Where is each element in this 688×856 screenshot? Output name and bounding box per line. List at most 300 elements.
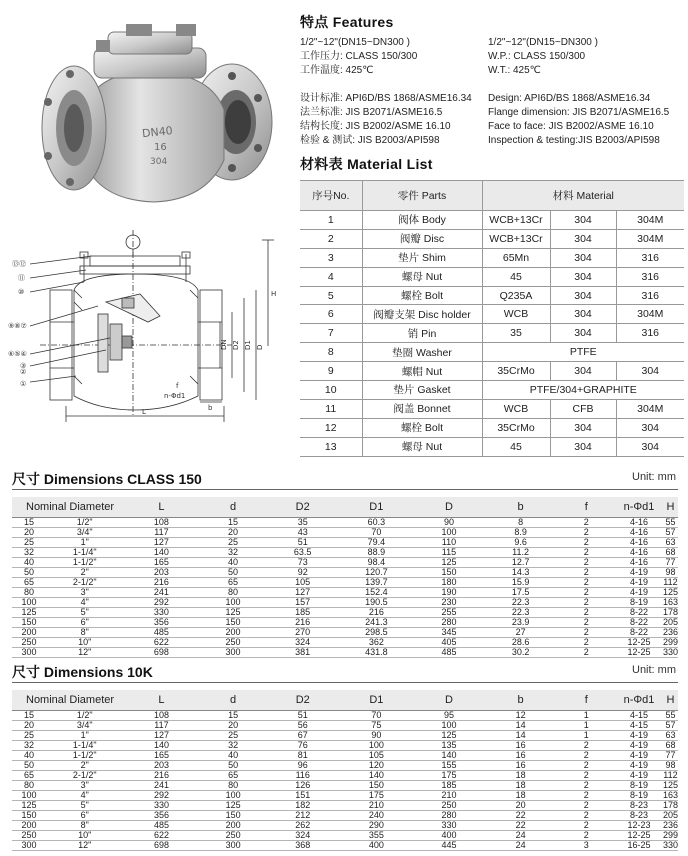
dims-10k-unit: Unit: mm xyxy=(632,664,676,676)
dims-cell: 30.2 xyxy=(484,647,558,657)
dims-cell: 163 xyxy=(662,789,678,800)
dims-cell: 5" xyxy=(46,607,124,617)
dims-column-header: D1 xyxy=(339,497,415,517)
dims-cell: 8" xyxy=(46,627,124,637)
dims-cell: 2 xyxy=(557,627,615,637)
dims-cell: 203 xyxy=(124,567,200,577)
material-value: 304 xyxy=(550,286,616,305)
dims-cell: 5" xyxy=(46,800,124,810)
dims-cell: 8 xyxy=(484,517,558,527)
dims-cell: 117 xyxy=(124,527,200,537)
dims-row xyxy=(12,547,678,557)
dims-row xyxy=(12,740,678,750)
dims-cell: 1 xyxy=(557,710,615,720)
dims-cell: 431.8 xyxy=(339,647,415,657)
dims-cell: 12 xyxy=(484,710,558,720)
dims-cell: 2 xyxy=(557,790,615,800)
material-row xyxy=(300,324,684,343)
dims-cell: 12" xyxy=(46,840,124,850)
material-value: 65Mn xyxy=(482,248,550,267)
dims-cell: 32 xyxy=(12,740,46,750)
dims-cell: 2 xyxy=(557,607,615,617)
material-value: PTFE xyxy=(482,343,684,362)
dims-cell: 2 xyxy=(557,780,615,790)
dims-cell: 262 xyxy=(267,820,339,830)
dims-column-header: L xyxy=(124,690,200,710)
dim-label-d1: D1 xyxy=(244,340,252,350)
dims-cell: 127 xyxy=(267,587,339,597)
divider xyxy=(12,489,678,490)
dims-row xyxy=(12,720,678,730)
dims-row xyxy=(12,587,678,597)
dims-cell: 57 xyxy=(663,527,678,537)
dims-cell: 622 xyxy=(124,637,200,647)
dims-column-header: L xyxy=(124,497,200,517)
dims-cell: 4-19 xyxy=(615,760,663,770)
material-row xyxy=(300,437,684,456)
dims-cell: 125 xyxy=(662,586,678,597)
dims-cell: 100 xyxy=(12,597,46,607)
dims-cell: 140 xyxy=(414,750,484,760)
dims-cell: 80 xyxy=(199,587,267,597)
dims-cell: 90 xyxy=(339,730,415,740)
dims-cell: 32 xyxy=(199,740,267,750)
casting-mark-dn: DN40 xyxy=(141,124,174,141)
dims-cell: 67 xyxy=(267,730,339,740)
material-row xyxy=(300,229,684,248)
material-value: 304 xyxy=(616,418,684,437)
dims-cell: 73 xyxy=(267,557,339,567)
material-part: 阀体 Body xyxy=(362,211,482,230)
material-part: 螺栓 Bolt xyxy=(362,286,482,305)
dims-cell: 65 xyxy=(199,770,267,780)
dims-row xyxy=(12,597,678,607)
dims-cell: 2 xyxy=(557,830,615,840)
material-row xyxy=(300,305,684,324)
dims-cell: 250 xyxy=(414,800,484,810)
dims-cell: 250 xyxy=(12,637,46,647)
dims-row xyxy=(12,770,678,780)
dims-cell: 178 xyxy=(662,606,678,617)
dims-cell: 330 xyxy=(124,800,200,810)
dims-cell: 2 xyxy=(557,760,615,770)
dims-cell: 2" xyxy=(46,567,124,577)
material-row xyxy=(300,286,684,305)
callout-11: ⑪ xyxy=(18,274,25,282)
dims-cell: 330 xyxy=(124,607,200,617)
material-value: Q235A xyxy=(482,286,550,305)
dims-cell: 98 xyxy=(663,760,678,770)
material-no: 8 xyxy=(300,343,362,362)
dims-cell: 126 xyxy=(267,780,339,790)
dims-column-header: d xyxy=(199,690,267,710)
dims-cell: 2 xyxy=(557,740,615,750)
dims-cell: 1" xyxy=(46,537,124,547)
material-part: 螺栓 Bolt xyxy=(362,418,482,437)
dims-cell: 17.5 xyxy=(484,587,558,597)
callout-10: ⑩ xyxy=(18,288,25,296)
dims-cell: 40 xyxy=(12,557,46,567)
feature-right-line: W.P.: CLASS 150/300 xyxy=(488,51,586,62)
dims-column-header: b xyxy=(484,690,558,710)
dims-cell: 3" xyxy=(46,587,124,597)
features-title: 特点 Features xyxy=(300,14,394,30)
dims-cell: 125 xyxy=(199,800,267,810)
dims-cell: 65 xyxy=(199,577,267,587)
material-value: 304 xyxy=(550,362,616,381)
dims-cell: 16 xyxy=(484,750,558,760)
product-photo xyxy=(36,10,274,215)
dims-cell: 100 xyxy=(414,527,484,537)
dims-cell: 125 xyxy=(662,779,678,790)
dims-cell: 2 xyxy=(557,547,615,557)
dims-cell: 50 xyxy=(12,567,46,577)
dims-row xyxy=(12,760,678,770)
dims-cell: 96 xyxy=(267,760,339,770)
dims-cell: 14 xyxy=(484,720,558,730)
dims-cell: 2-1/2" xyxy=(46,770,124,780)
dims-cell: 110 xyxy=(414,537,484,547)
dims-cell: 125 xyxy=(414,730,484,740)
dims-cell: 300 xyxy=(12,647,46,657)
dims-cell: 125 xyxy=(414,557,484,567)
dims-cell: 76 xyxy=(267,740,339,750)
dims-cell: 4-16 xyxy=(615,517,663,527)
dims-class150-header xyxy=(12,469,676,487)
dims-cell: 210 xyxy=(414,790,484,800)
dims-cell: 212 xyxy=(267,810,339,820)
material-no: 6 xyxy=(300,305,362,324)
dims-cell: 4-19 xyxy=(615,750,663,760)
dims-cell: 8-19 xyxy=(615,790,663,800)
dims-cell: 55 xyxy=(663,710,678,720)
dims-cell: 68 xyxy=(663,547,678,557)
material-table-body xyxy=(300,181,684,457)
dims-cell: 8-19 xyxy=(615,597,663,607)
dims-cell: 4-19 xyxy=(615,567,663,577)
material-no: 11 xyxy=(300,399,362,418)
dims-cell: 50 xyxy=(199,760,267,770)
dims-cell: 2 xyxy=(557,517,615,527)
dims-cell: 485 xyxy=(124,627,200,637)
dims-cell: 32 xyxy=(199,547,267,557)
dims-row xyxy=(12,607,678,617)
dims-cell: 190.5 xyxy=(339,597,415,607)
dims-cell: 15 xyxy=(12,517,46,527)
dims-cell: 90 xyxy=(414,517,484,527)
dims-cell: 127 xyxy=(124,730,200,740)
dims-cell: 20 xyxy=(12,720,46,730)
dims-cell: 25 xyxy=(199,730,267,740)
dims-cell: 70 xyxy=(339,527,415,537)
dims-cell: 200 xyxy=(199,627,267,637)
dims-row xyxy=(12,800,678,810)
material-no: 1 xyxy=(300,211,362,230)
dims-cell: 81 xyxy=(267,750,339,760)
dims-cell: 55 xyxy=(663,517,678,527)
dims-cell: 112 xyxy=(663,769,678,780)
dims-cell: 150 xyxy=(199,810,267,820)
dims-column-header: H xyxy=(663,690,678,710)
dims-cell: 80 xyxy=(12,780,46,790)
feature-left-line: 结构长度: JIS B2002/ASME 16.10 xyxy=(300,121,451,132)
dims-cell: 77 xyxy=(663,557,678,567)
dims-cell: 4-16 xyxy=(615,537,663,547)
material-part: 螺帽 Nut xyxy=(362,362,482,381)
dims-cell: 2 xyxy=(557,537,615,547)
dims-header-row xyxy=(12,497,678,517)
dims-cell: 127 xyxy=(124,537,200,547)
dim-label-dn: DN xyxy=(220,339,228,350)
dims-row xyxy=(12,710,678,720)
dims-cell: 68 xyxy=(663,740,678,750)
dims-column-header: H xyxy=(663,497,678,517)
dims-cell: 92 xyxy=(267,567,339,577)
features-left-col xyxy=(300,36,472,148)
dims-cell: 140 xyxy=(339,770,415,780)
dims-cell: 203 xyxy=(124,760,200,770)
dims-cell: 16 xyxy=(484,760,558,770)
dims-cell: 175 xyxy=(414,770,484,780)
dims-cell: 300 xyxy=(199,647,267,657)
callout-1: ① xyxy=(20,380,27,388)
dims-cell: 2 xyxy=(557,597,615,607)
material-value: 304 xyxy=(550,229,616,248)
dims-cell: 116 xyxy=(267,770,339,780)
dims-cell: 40 xyxy=(199,557,267,567)
dims-cell: 216 xyxy=(267,617,339,627)
dims-row xyxy=(12,557,678,567)
material-value: CFB xyxy=(550,399,616,418)
dims-cell: 2 xyxy=(557,750,615,760)
dims-cell: 11.2 xyxy=(484,547,558,557)
material-value: WCB xyxy=(482,305,550,324)
dims-cell: 112 xyxy=(663,576,678,587)
dims-class150-title: 尺寸 Dimensions CLASS 150 xyxy=(12,471,202,487)
material-value: 304 xyxy=(550,267,616,286)
dims-cell: 210 xyxy=(339,800,415,810)
dims-column-header: f xyxy=(557,690,615,710)
dims-row xyxy=(12,830,678,840)
dims-row xyxy=(12,617,678,627)
dims-cell: 12.7 xyxy=(484,557,558,567)
dims-cell: 108 xyxy=(124,517,200,527)
dims-cell: 22 xyxy=(484,810,558,820)
dims-cell: 299 xyxy=(662,636,678,647)
dims-cell: 98.4 xyxy=(339,557,415,567)
dims-cell: 8" xyxy=(46,820,124,830)
dims-column-header: Nominal Diameter xyxy=(12,690,124,710)
dims-cell: 3" xyxy=(46,780,124,790)
dims-cell: 2 xyxy=(557,557,615,567)
material-value: 304 xyxy=(550,305,616,324)
dim-label-n-d1: n-Φd1 xyxy=(164,392,186,400)
dims-cell: 4-19 xyxy=(615,770,663,780)
dims-10k-table xyxy=(12,690,678,851)
dims-cell: 250 xyxy=(199,637,267,647)
dims-cell: 236 xyxy=(662,819,678,830)
material-no: 2 xyxy=(300,229,362,248)
material-part: 阀瓣支架 Disc holder xyxy=(362,305,482,324)
dims-row xyxy=(12,790,678,800)
dims-cell: 15 xyxy=(199,710,267,720)
dims-cell: 381 xyxy=(267,647,339,657)
dims-cell: 12-23 xyxy=(615,820,663,830)
material-no: 7 xyxy=(300,324,362,343)
dims-cell: 15 xyxy=(199,517,267,527)
dims-cell: 51 xyxy=(267,537,339,547)
dims-cell: 1 xyxy=(557,730,615,740)
material-part: 螺母 Nut xyxy=(362,267,482,286)
feature-right-line: Inspection & testing:JIS B2003/API598 xyxy=(488,135,660,146)
material-row xyxy=(300,343,684,362)
dims-cell: 4-16 xyxy=(615,557,663,567)
dim-label-d2: D2 xyxy=(232,340,240,350)
material-part: 阀瓣 Disc xyxy=(362,229,482,248)
material-value: 304M xyxy=(616,229,684,248)
dims-cell: 300 xyxy=(199,840,267,850)
material-value: 316 xyxy=(616,267,684,286)
dims-cell: 157 xyxy=(267,597,339,607)
callout-3: ③ xyxy=(20,362,27,370)
dims-cell: 280 xyxy=(414,810,484,820)
dims-cell: 190 xyxy=(414,587,484,597)
dims-cell: 150 xyxy=(199,617,267,627)
dims-cell: 140 xyxy=(124,740,200,750)
dims-cell: 2 xyxy=(557,800,615,810)
dims-cell: 100 xyxy=(339,740,415,750)
material-value: 304 xyxy=(550,248,616,267)
header-parts: 零件 Parts xyxy=(362,181,482,211)
dims-cell: 4-19 xyxy=(615,587,663,597)
dims-cell: 150 xyxy=(414,567,484,577)
material-no: 5 xyxy=(300,286,362,305)
dims-cell: 50 xyxy=(199,567,267,577)
dims-cell: 405 xyxy=(414,637,484,647)
dims-row xyxy=(12,577,678,587)
dims-cell: 32 xyxy=(12,547,46,557)
dims-cell: 63 xyxy=(663,537,678,547)
dims-column-header: D2 xyxy=(267,497,339,517)
material-value: 316 xyxy=(616,248,684,267)
dims-cell: 150 xyxy=(12,617,46,627)
dims-cell: 241 xyxy=(124,587,200,597)
dims-cell: 292 xyxy=(124,790,200,800)
dims-cell: 185 xyxy=(267,607,339,617)
dims-cell: 125 xyxy=(12,607,46,617)
dims-cell: 105 xyxy=(267,577,339,587)
dims-cell: 98 xyxy=(663,567,678,577)
dims-cell: 12-25 xyxy=(615,637,663,647)
dims-cell: 182 xyxy=(267,800,339,810)
material-value: WCB xyxy=(482,399,550,418)
dims-row xyxy=(12,627,678,637)
dims-column-header: D xyxy=(414,690,484,710)
dim-label-l: L xyxy=(142,408,146,416)
dims-row xyxy=(12,527,678,537)
material-no: 3 xyxy=(300,248,362,267)
spacer xyxy=(488,78,669,92)
dim-label-h: H xyxy=(271,290,277,298)
feature-left-line: 工作温度: 425℃ xyxy=(300,65,374,76)
material-value: 304 xyxy=(616,362,684,381)
material-value: 45 xyxy=(482,267,550,286)
spacer xyxy=(300,78,472,92)
dims-cell: 1/2" xyxy=(46,517,124,527)
dims-cell: 100 xyxy=(12,790,46,800)
material-part: 垫圈 Washer xyxy=(362,343,482,362)
dims-cell: 400 xyxy=(414,830,484,840)
dims-cell: 28.6 xyxy=(484,637,558,647)
dims-cell: 56 xyxy=(267,720,339,730)
dims-cell: 3/4" xyxy=(46,720,124,730)
dims-cell: 200 xyxy=(12,820,46,830)
material-value: 304M xyxy=(616,305,684,324)
dims-row xyxy=(12,820,678,830)
dims-cell: 22.3 xyxy=(484,607,558,617)
dims-cell: 14 xyxy=(484,730,558,740)
dims-cell: 2-1/2" xyxy=(46,577,124,587)
dims-cell: 292 xyxy=(124,597,200,607)
dims-cell: 355 xyxy=(339,830,415,840)
dims-cell: 362 xyxy=(339,637,415,647)
dims-10k-header xyxy=(12,662,676,680)
dims-cell: 16-25 xyxy=(615,840,663,850)
dims-cell: 77 xyxy=(663,750,678,760)
dims-cell: 35 xyxy=(267,517,339,527)
dims-cell: 15 xyxy=(12,710,46,720)
material-value: 304 xyxy=(550,324,616,343)
feature-left-line: 检验 & 测试: JIS B2003/API598 xyxy=(300,135,440,146)
dim-label-b: b xyxy=(208,404,213,412)
material-row xyxy=(300,399,684,418)
material-value: 35 xyxy=(482,324,550,343)
material-row xyxy=(300,381,684,400)
dims-cell: 4-19 xyxy=(615,730,663,740)
material-value: 304 xyxy=(550,437,616,456)
dims-cell: 80 xyxy=(199,780,267,790)
dims-cell: 40 xyxy=(199,750,267,760)
material-part: 垫片 Shim xyxy=(362,248,482,267)
dims-cell: 4-15 xyxy=(615,720,663,730)
dims-cell: 16 xyxy=(484,740,558,750)
dims-column-header: d xyxy=(199,497,267,517)
dims-cell: 18 xyxy=(484,780,558,790)
callout-9-8-7: ⑨⑧⑦ xyxy=(8,322,27,330)
dims-cell: 12" xyxy=(46,647,124,657)
dims-cell: 155 xyxy=(414,760,484,770)
material-no: 4 xyxy=(300,267,362,286)
dims-cell: 1-1/2" xyxy=(46,750,124,760)
dims-cell: 115 xyxy=(414,547,484,557)
dims-cell: 117 xyxy=(124,720,200,730)
dims-cell: 27 xyxy=(484,627,558,637)
material-table xyxy=(300,180,684,457)
feature-left-line: 设计标准: API6D/BS 1868/ASME16.34 xyxy=(300,93,472,104)
dims-cell: 152.4 xyxy=(339,587,415,597)
dims-cell: 15.9 xyxy=(484,577,558,587)
dims-column-header: n-Φd1 xyxy=(615,497,663,517)
dims-row xyxy=(12,647,678,657)
dims-row xyxy=(12,780,678,790)
dims-cell: 230 xyxy=(414,597,484,607)
dims-cell: 622 xyxy=(124,830,200,840)
dims-cell: 12-25 xyxy=(615,647,663,657)
dims-cell: 65 xyxy=(12,577,46,587)
material-value: 35CrMo xyxy=(482,418,550,437)
dims-cell: 120.7 xyxy=(339,567,415,577)
dims-cell: 1-1/4" xyxy=(46,740,124,750)
